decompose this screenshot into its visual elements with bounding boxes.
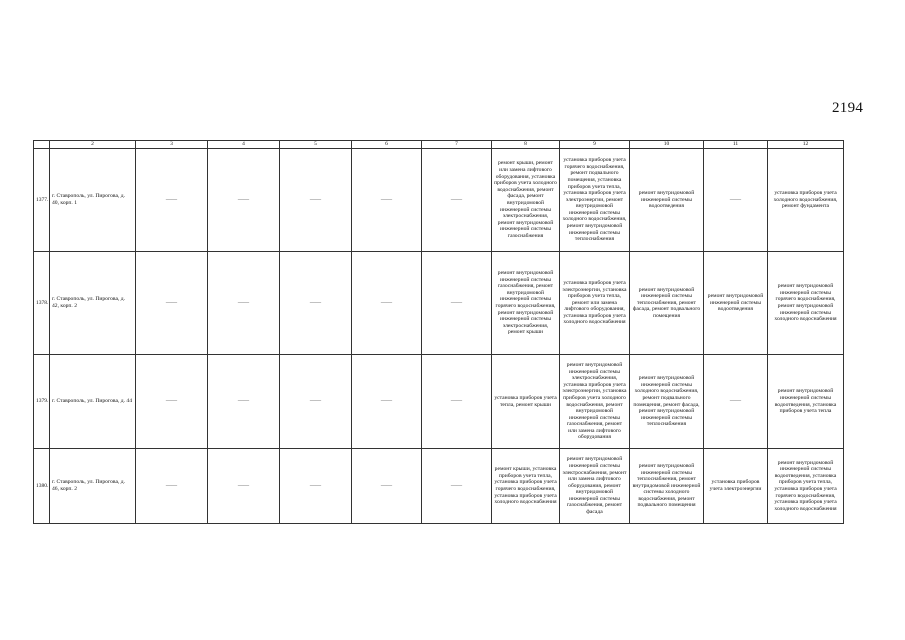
empty-dash-cell: ——	[352, 449, 422, 524]
column-number: 5	[280, 141, 352, 149]
column-number: 2	[50, 141, 136, 149]
address-cell: г. Ставрополь, ул. Пирогова, д. 42, корп. 2	[50, 252, 136, 355]
empty-dash-cell: ——	[136, 149, 208, 252]
works-cell: ремонт внутридомовой инженерной системы холодного водоснабжения, ремонт подвального помещения, ремонт фасада, ремонт внутридомовой инженерной системы теплоснабжения	[630, 355, 704, 449]
empty-dash-cell: ——	[208, 449, 280, 524]
empty-dash-cell: ——	[352, 252, 422, 355]
works-cell: ремонт крыши, установка приборов учета тепла, установка приборов учета горячего водоснабжения, установка приборов учета холодного водоснабжения	[492, 449, 560, 524]
empty-dash-cell: ——	[136, 449, 208, 524]
column-number: 7	[422, 141, 492, 149]
empty-dash-cell: ——	[352, 355, 422, 449]
column-number	[34, 141, 50, 149]
address-cell: г. Ставрополь, ул. Пирогова, д. 46, корп. 2	[50, 449, 136, 524]
works-cell: установка приборов учета горячего водоснабжения, ремонт подвального помещения, установка приборов учета тепла, установка приборов учета электроэнергии, ремонт внутридомовой инженерной системы холодного водоснабжения, ремонт внутридомовой инженерной системы теплоснабжения	[560, 149, 630, 252]
empty-dash-cell: ——	[704, 149, 768, 252]
works-cell: ремонт внутридомовой инженерной системы теплоснабжения, ремонт внутридомовой инженерной системы холодного водоснабжения, ремонт подвального помещения	[630, 449, 704, 524]
empty-dash-cell: ——	[208, 252, 280, 355]
empty-dash-cell: ——	[208, 355, 280, 449]
works-cell: установка приборов учета электроэнергии, установка приборов учета тепла, ремонт или замена лифтового оборудования, установка приборов учета холодного водоснабжения	[560, 252, 630, 355]
empty-dash-cell: ——	[422, 449, 492, 524]
column-number: 4	[208, 141, 280, 149]
table-row	[34, 252, 844, 355]
table-row	[34, 355, 844, 449]
column-number: 9	[560, 141, 630, 149]
column-numbers-row	[34, 141, 844, 149]
works-cell: ремонт внутридомовой инженерной системы теплоснабжения, ремонт фасада, ремонт подвального помещения	[630, 252, 704, 355]
empty-dash-cell: ——	[352, 149, 422, 252]
table-row	[34, 149, 844, 252]
works-cell: ремонт внутридомовой инженерной системы водоотведения	[704, 252, 768, 355]
works-cell: ремонт внутридомовой инженерной системы водоотведения, установка приборов учета тепла, установка приборов учета горячего водоснабжения, установка приборов учета холодного водоснабжения	[768, 449, 844, 524]
column-number: 10	[630, 141, 704, 149]
column-number: 8	[492, 141, 560, 149]
works-cell: ремонт крыши, ремонт или замена лифтового оборудования, установка приборов учета холодного водоснабжения, ремонт фасада, ремонт внутридомовой инженерной системы электроснабжения, ремонт внутридомовой инженерной системы газоснабжения	[492, 149, 560, 252]
row-number: 1380.	[34, 449, 50, 524]
row-number: 1379.	[34, 355, 50, 449]
works-cell: ремонт внутридомовой инженерной системы водоотведения	[630, 149, 704, 252]
address-cell: г. Ставрополь, ул. Пирогова, д. 44	[50, 355, 136, 449]
address-cell: г. Ставрополь, ул. Пирогова, д. 40, корп. 1	[50, 149, 136, 252]
column-number: 6	[352, 141, 422, 149]
works-cell: установка приборов учета электроэнергии	[704, 449, 768, 524]
register-table	[33, 140, 844, 524]
works-cell: ремонт внутридомовой инженерной системы горячего водоснабжения, ремонт внутридомовой инженерной системы холодного водоснабжения	[768, 252, 844, 355]
row-number: 1378.	[34, 252, 50, 355]
empty-dash-cell: ——	[136, 252, 208, 355]
empty-dash-cell: ——	[136, 355, 208, 449]
column-number: 3	[136, 141, 208, 149]
works-cell: ремонт внутридомовой инженерной системы газоснабжения, ремонт внутридомовой инженерной системы горячего водоснабжения, ремонт внутридомовой инженерной системы электроснабжения, ремонт крыши	[492, 252, 560, 355]
empty-dash-cell: ——	[208, 149, 280, 252]
empty-dash-cell: ——	[280, 449, 352, 524]
empty-dash-cell: ——	[280, 252, 352, 355]
works-cell: ремонт внутридомовой инженерной системы электроснабжения, ремонт или замена лифтового оборудования, ремонт внутридомовой инженерной системы газоснабжения, ремонт фасада	[560, 449, 630, 524]
works-cell: ремонт внутридомовой инженерной системы электроснабжения, установка приборов учета электроэнергии, установка приборов учета холодного водоснабжения, ремонт внутридомовой инженерной системы газоснабжения, ремонт или замена лифтового оборудования	[560, 355, 630, 449]
empty-dash-cell: ——	[422, 149, 492, 252]
empty-dash-cell: ——	[280, 355, 352, 449]
empty-dash-cell: ——	[280, 149, 352, 252]
works-cell: установка приборов учета холодного водоснабжения, ремонт фундамента	[768, 149, 844, 252]
empty-dash-cell: ——	[704, 355, 768, 449]
page-number: 2194	[832, 100, 864, 116]
empty-dash-cell: ——	[422, 252, 492, 355]
column-number: 12	[768, 141, 844, 149]
works-cell: установка приборов учета тепла, ремонт крыши	[492, 355, 560, 449]
column-number: 11	[704, 141, 768, 149]
empty-dash-cell: ——	[422, 355, 492, 449]
works-cell: ремонт внутридомовой инженерной системы водоотведения, установка приборов учета тепла	[768, 355, 844, 449]
table-row	[34, 449, 844, 524]
row-number: 1377.	[34, 149, 50, 252]
